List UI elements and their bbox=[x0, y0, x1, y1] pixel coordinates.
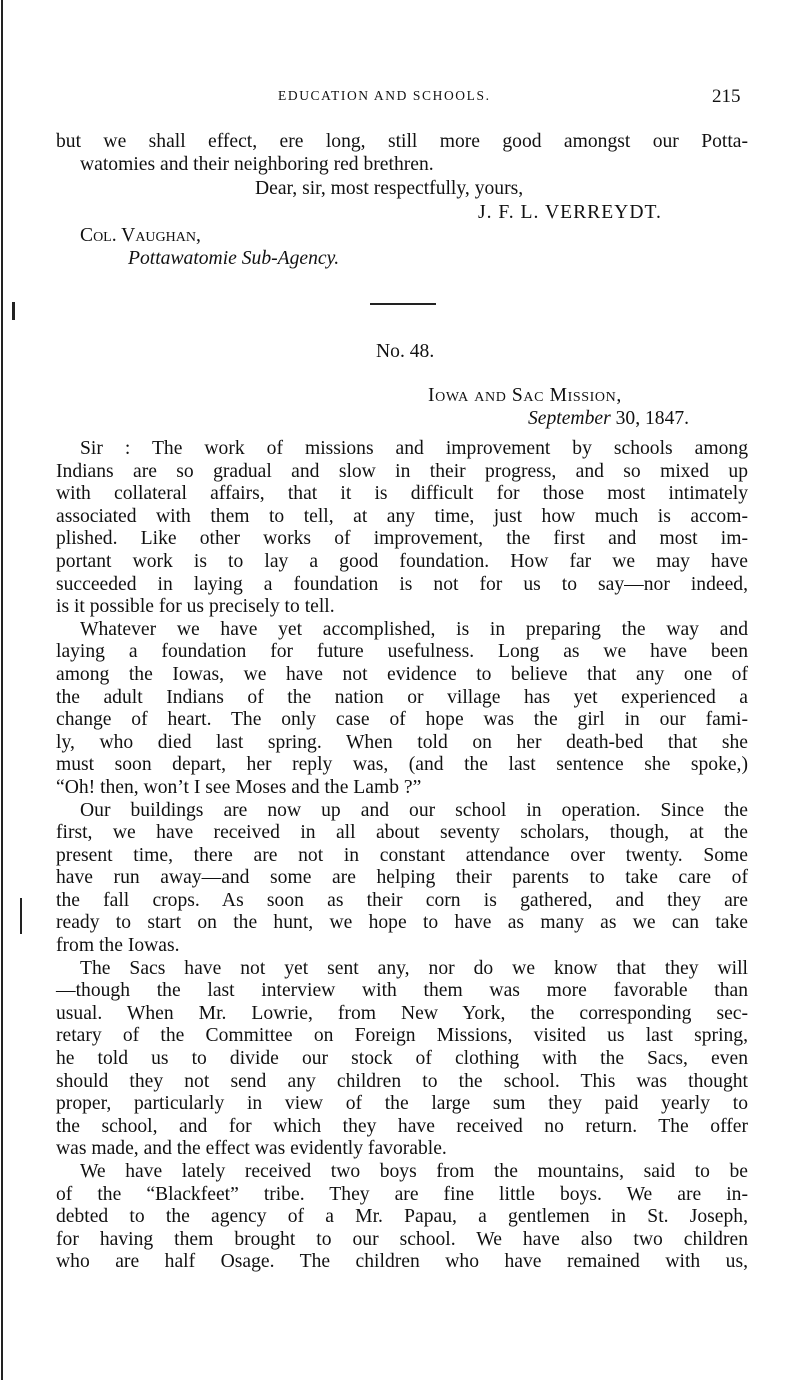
paragraph bbox=[56, 619, 748, 800]
section-separator bbox=[370, 303, 436, 305]
document-date-rest: 30, 1847. bbox=[610, 408, 690, 429]
document-date bbox=[528, 408, 689, 430]
letter-body bbox=[56, 438, 748, 1274]
text-line: —though the last interview with them was more favorable than bbox=[56, 980, 748, 1002]
text-line: portant work is to lay a good foundation. How far we may have bbox=[56, 550, 748, 572]
text-line: “Oh! then, won’t I see Moses and the Lamb ?” bbox=[56, 776, 422, 798]
text-line: laying a foundation for future usefulness. Long as we have been bbox=[56, 641, 748, 663]
document-place: Iowa and Sac Mission, bbox=[428, 385, 622, 406]
text-line: Indians are so gradual and slow in their progress, and so mixed up bbox=[56, 460, 748, 482]
text-line: the school, and for which they have received no return. The offer bbox=[56, 1115, 748, 1137]
letter-signature: J. F. L. VERREYDT. bbox=[478, 202, 662, 223]
text-line: We have lately received two boys from the mountains, said to be bbox=[80, 1161, 748, 1182]
text-line: associated with them to tell, at any time, just how much is accom- bbox=[56, 505, 748, 527]
margin-mark bbox=[12, 302, 15, 320]
text-line: succeeded in laying a foundation is not for us to say—nor indeed, bbox=[56, 573, 748, 595]
document-number: No. 48. bbox=[376, 341, 435, 362]
addressee-name: Col. Vaughan, bbox=[80, 225, 201, 246]
text-line: The Sacs have not yet sent any, nor do we know that they will bbox=[80, 957, 748, 979]
text-line: present time, there are not in constant attendance over twenty. Some bbox=[56, 844, 748, 866]
text-line: ly, who died last spring. When told on her death-bed that she bbox=[56, 731, 748, 753]
text-line: with collateral affairs, that it is difficult for those most intimately bbox=[56, 483, 748, 505]
text-line: should they not send any children to the school. This was thought bbox=[56, 1070, 748, 1092]
text-line: of the “Blackfeet” tribe. They are fine little boys. We are in- bbox=[56, 1183, 748, 1205]
text-line: have run away—and some are helping their parents to take care of bbox=[56, 867, 748, 889]
paragraph bbox=[56, 800, 748, 958]
page-header bbox=[0, 86, 806, 110]
text-line: watomies and their neighboring red brethren. bbox=[80, 153, 434, 175]
page-number: 215 bbox=[712, 86, 741, 107]
paragraph bbox=[56, 958, 748, 1161]
document-date-month: September bbox=[528, 408, 611, 429]
text-line: Our buildings are now up and our school in operation. Since the bbox=[80, 799, 748, 821]
paragraph bbox=[56, 438, 748, 619]
running-head: EDUCATION AND SCHOOLS. bbox=[278, 88, 491, 103]
text-line: but we shall effect, ere long, still more good amongst our Potta- bbox=[56, 131, 748, 152]
text-line: Whatever we have yet accomplished, is in preparing the way and bbox=[80, 618, 748, 640]
letter-ending bbox=[56, 131, 748, 176]
text-line: retary of the Committee on Foreign Missions, visited us last spring, bbox=[56, 1025, 748, 1047]
letter-closing: Dear, sir, most respectfully, yours, bbox=[255, 178, 524, 199]
text-line: first, we have received in all about seventy scholars, though, at the bbox=[56, 822, 748, 844]
text-line: Sir : The work of missions and improvement by schools among bbox=[80, 438, 748, 459]
text-line: the fall crops. As soon as their corn is gathered, and they are bbox=[56, 889, 748, 911]
text-line: is it possible for us precisely to tell. bbox=[56, 596, 335, 618]
text-line: was made, and the effect was evidently favorable. bbox=[56, 1138, 447, 1160]
text-line: he told us to divide our stock of clothing with the Sacs, even bbox=[56, 1048, 748, 1070]
text-line: among the Iowas, we have not evidence to believe that any one of bbox=[56, 663, 748, 685]
text-line: change of heart. The only case of hope was the girl in our fami- bbox=[56, 709, 748, 731]
page-edge-rule bbox=[1, 0, 3, 1380]
addressee-place: Pottawatomie Sub-Agency. bbox=[128, 248, 340, 269]
margin-mark bbox=[20, 898, 22, 934]
text-line: debted to the agency of a Mr. Papau, a gentlemen in St. Joseph, bbox=[56, 1206, 748, 1228]
text-line: from the Iowas. bbox=[56, 935, 180, 957]
text-line: the adult Indians of the nation or village has yet experienced a bbox=[56, 686, 748, 708]
text-line: plished. Like other works of improvement, the first and most im- bbox=[56, 528, 748, 550]
text-line: ready to start on the hunt, we hope to have as many as we can take bbox=[56, 912, 748, 934]
text-line: usual. When Mr. Lowrie, from New York, the corresponding sec- bbox=[56, 1002, 748, 1024]
text-line: must soon depart, her reply was, (and the last sentence she spoke,) bbox=[56, 754, 748, 776]
text-line: who are half Osage. The children who have remained with us, bbox=[56, 1251, 748, 1273]
text-line: for having them brought to our school. We have also two children bbox=[56, 1228, 748, 1250]
text-line: proper, particularly in view of the large sum they paid yearly to bbox=[56, 1093, 748, 1115]
paragraph bbox=[56, 1161, 748, 1274]
